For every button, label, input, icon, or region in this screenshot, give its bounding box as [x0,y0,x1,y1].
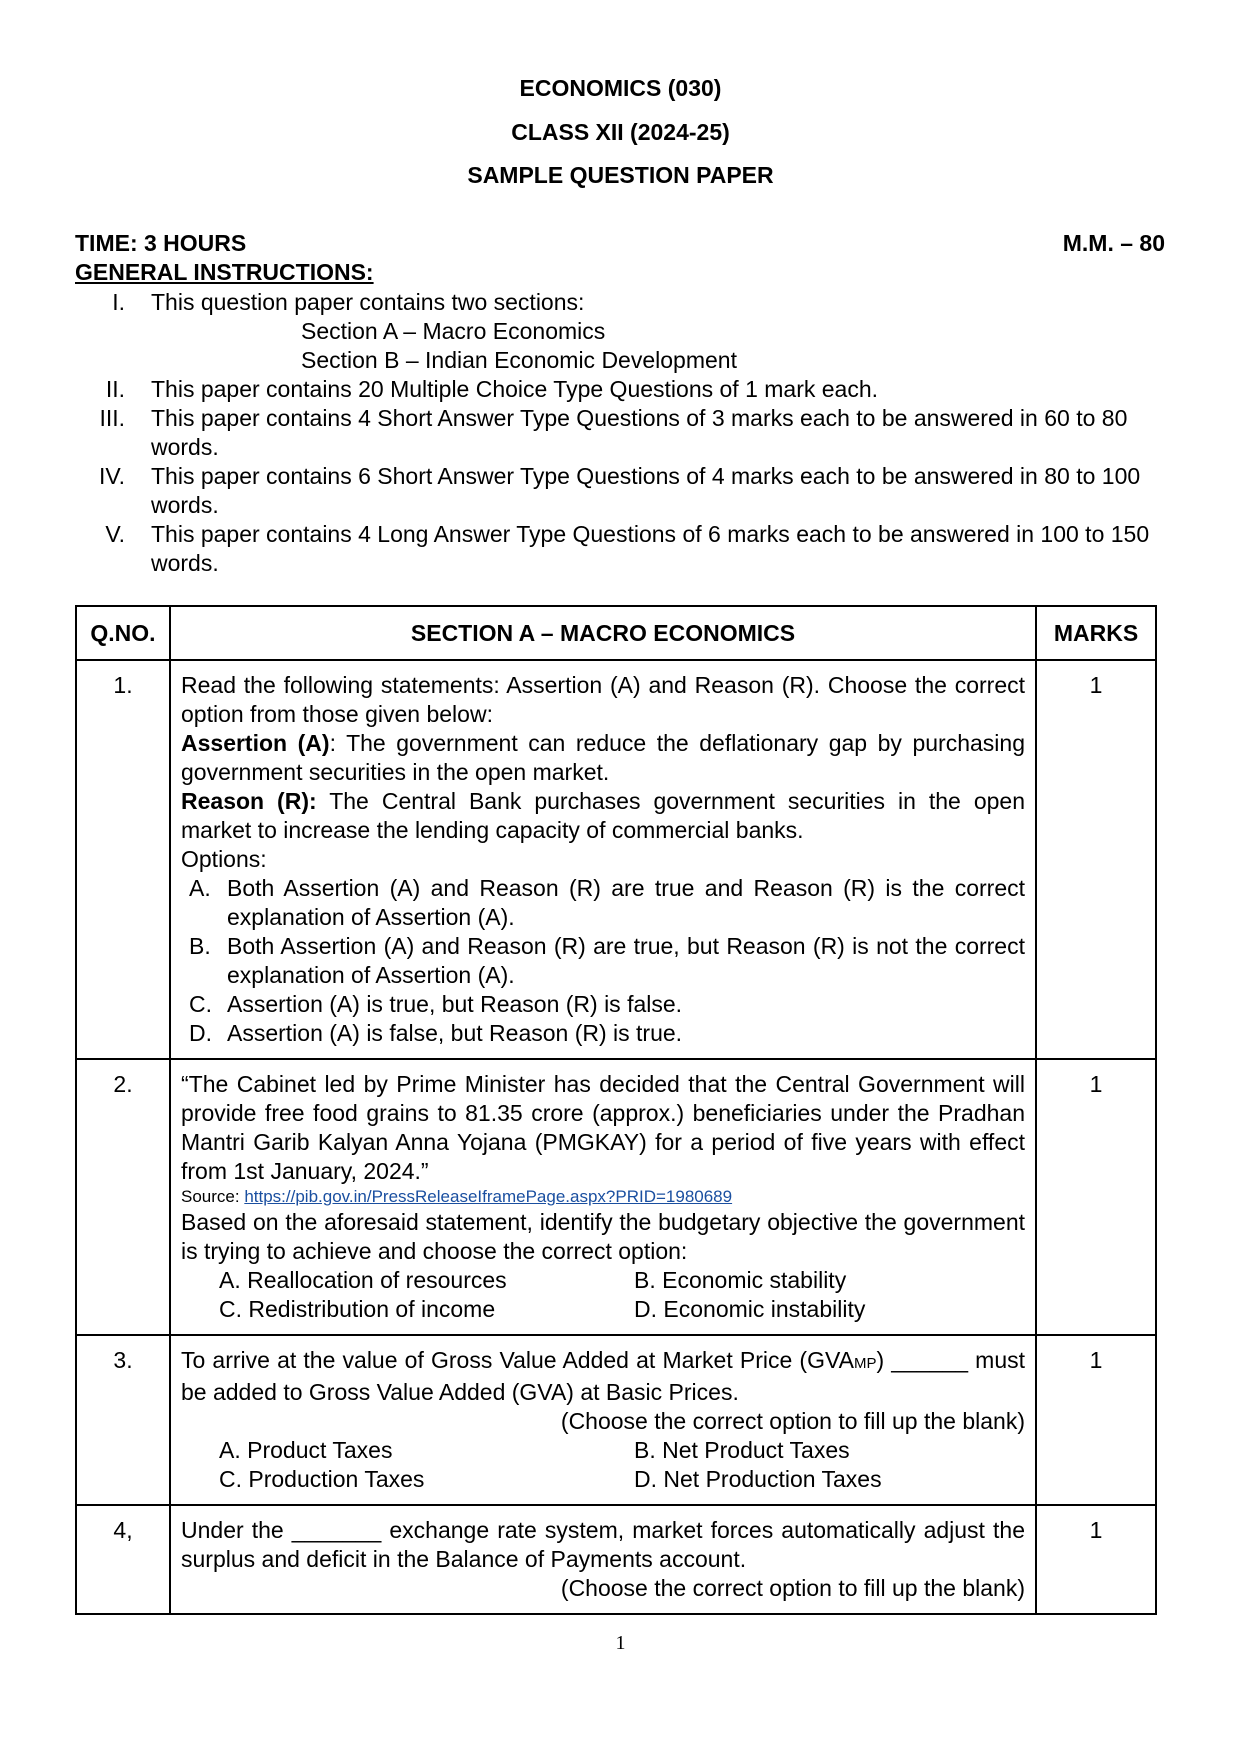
subject-title: ECONOMICS (030) [519,75,722,101]
source-line: Source: https://pib.gov.in/PressReleaseIframePage.aspx?PRID=1980689 [181,1187,733,1206]
instruction-item: II. This paper contains 20 Multiple Choice Type Questions of 1 mark each. [105,376,879,402]
instruction-item: V. This paper contains 4 Long Answer Type Questions of 6 marks each to be answered in 100 to 150 words. [105,521,1150,576]
option-item: B. Economic stability [634,1267,847,1293]
fill-blank-instruction: (Choose the correct option to fill up the blank) [560,1408,1025,1434]
question-marks: 1 [1036,660,1156,1059]
option-item: B. Both Assertion (A) and Reason (R) are true, but Reason (R) is not the correct explanation of Assertion (A). [189,933,1025,988]
options-grid [181,1436,1025,1494]
question-body: “The Cabinet led by Prime Minister has decided that the Central Government will provide free food grains to 81.35 crore (approx.) beneficiaries under the Pradhan Mantri Garib Kalyan Anna Yojana (PMGKAY) for a period of five years with effect from 1st January, 2024.” Source: https://pib.gov.in/PressReleaseIframePage.aspx?PRID=1980689 Based on the aforesaid statement, identify the budgetary objective the government is trying to achieve and choose the correct option: A. Reallocation of resources B. Economic stability C. Redistribution of income D. Economic instability [170,1059,1036,1335]
question-number: 2. [76,1059,170,1335]
source-link[interactable]: https://pib.gov.in/PressReleaseIframePage.aspx?PRID=1980689 [244,1187,733,1206]
instructions-list [75,288,1170,578]
section-b-line: Section B – Indian Economic Development [301,347,737,373]
option-item: C. Production Taxes [219,1466,425,1492]
instruction-item: III. This paper contains 4 Short Answer Type Questions of 3 marks each to be answered in 60 to 80 words. [99,405,1128,460]
option-item: A. Reallocation of resources [219,1267,507,1293]
question-marks: 1 [1036,1505,1156,1614]
option-item: D. Net Production Taxes [634,1466,882,1492]
option-item: B. Net Product Taxes [634,1437,850,1463]
question-marks: 1 [1036,1059,1156,1335]
question-marks: 1 [1036,1335,1156,1505]
question-row-4 [76,1505,1156,1614]
option-item: A. Product Taxes [219,1437,393,1463]
header-qno: Q.NO. [76,606,170,660]
question-body: To arrive at the value of Gross Value Added at Market Price (GVAMP) ______ must be added to Gross Value Added (GVA) at Basic Prices. (Choose the correct option to fill up the blank) A. Product Taxes B. Net Product Taxes C. Production Taxes D. Net Production Taxes [170,1335,1036,1505]
option-item: D. Economic instability [634,1296,866,1322]
max-marks-label: M.M. – 80 [1062,230,1165,256]
question-table [75,605,1157,1615]
question-row-2 [76,1059,1156,1335]
header-section: SECTION A – MACRO ECONOMICS [170,606,1036,660]
question-number: 3. [76,1335,170,1505]
class-title: CLASS XII (2024-25) [511,119,730,145]
page-number: 1 [615,1632,626,1654]
question-body: Under the _______ exchange rate system, market forces automatically adjust the surplus and deficit in the Balance of Payments account. (Choose the correct option to fill up the blank) [170,1505,1036,1614]
instruction-item: IV. This paper contains 6 Short Answer Type Questions of 4 marks each to be answered in 80 to 100 words. [98,463,1141,518]
question-number: 1. [76,660,170,1059]
time-label: TIME: 3 HOURS [75,230,247,256]
option-item: D. Assertion (A) is false, but Reason (R) is true. [189,1020,683,1046]
question-row-3 [76,1335,1156,1505]
fill-blank-instruction: (Choose the correct option to fill up the blank) [560,1575,1025,1601]
option-item: C. Redistribution of income [219,1296,496,1322]
table-header-row [76,606,1156,660]
option-item: A. Both Assertion (A) and Reason (R) are true and Reason (R) is the correct explanation of Assertion (A). [189,875,1025,930]
instruction-item: I. This question paper contains two sections: [112,289,585,315]
options-grid [181,1266,1025,1324]
option-item: C. Assertion (A) is true, but Reason (R) is false. [189,991,683,1017]
question-row-1 [76,660,1156,1059]
time-marks-row [75,230,1165,257]
question-number: 4, [76,1505,170,1614]
section-a-line: Section A – Macro Economics [301,318,606,344]
header-marks: MARKS [1036,606,1156,660]
instructions-heading: GENERAL INSTRUCTIONS: [75,259,374,285]
question-body: Read the following statements: Assertion (A) and Reason (R). Choose the correct option from those given below: Assertion (A): The government can reduce the deflationary gap by purchasing government securities in the open market. Reason (R): The Central Bank purchases government securities in the open market to increase the lending capacity of commercial banks. Options: A. Both Assertion (A) and Reason (R) are true and Reason (R) is the correct explanation of Assertion (A). B. Both Assertion (A) and Reason (R) are true, but Reason (R) is not the correct explanation of Assertion (A). C. Assertion (A) is true, but Reason (R) is false. D. Assertion (A) is false, but Reason (R) is true. [170,660,1036,1059]
paper-title: SAMPLE QUESTION PAPER [467,162,774,188]
